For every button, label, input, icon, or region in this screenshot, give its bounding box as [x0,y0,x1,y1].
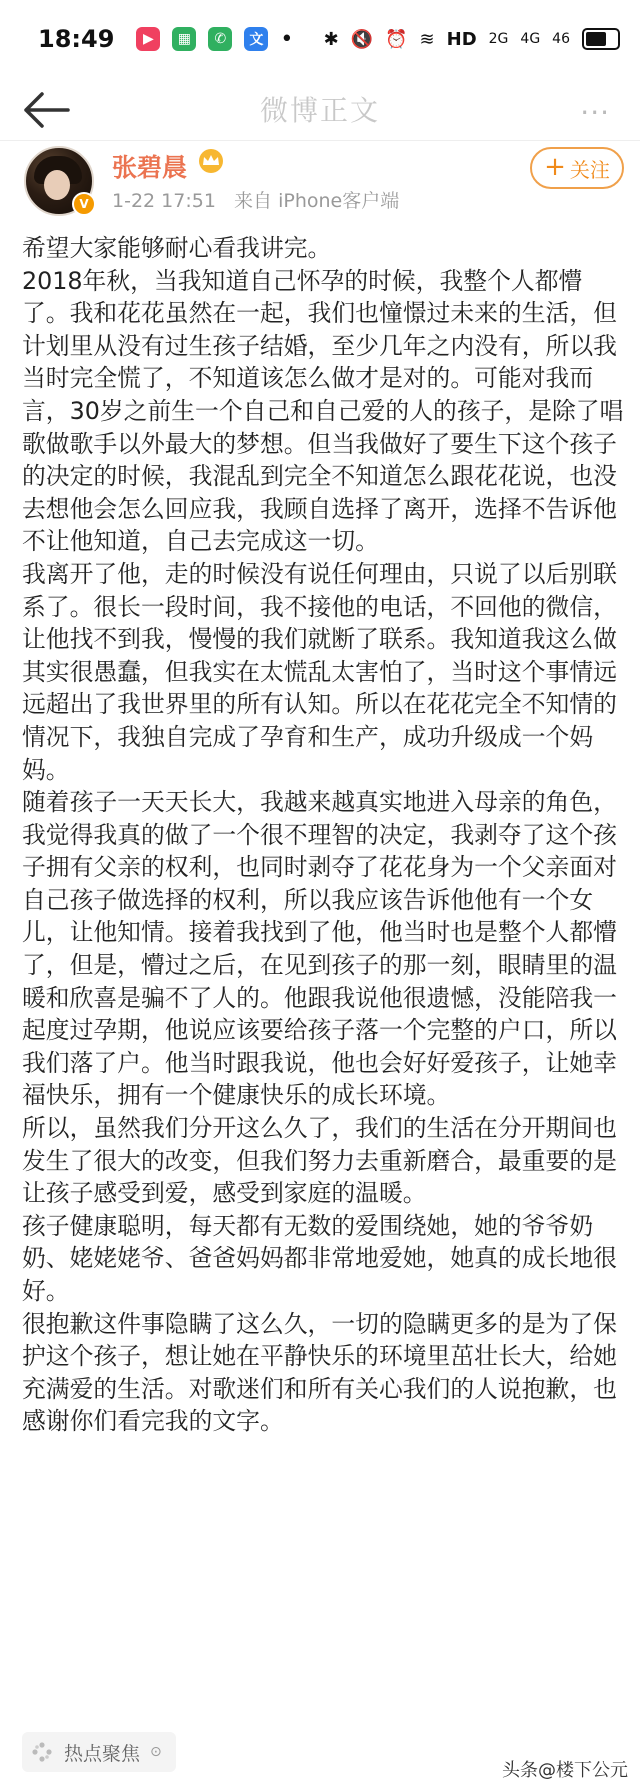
page-title: 微博正文 [259,94,380,127]
post-paragraph: 我离开了他，走的时候没有说任何理由，只说了以后别联系了。很长一段时间，我不接他的电话，不回他的微信，让他找不到我，慢慢的我们就断了联系。我知道我这么做其实很愚蠢，但我实在太慌乱太害怕了，当时这个事情远远超出了我世界里的所有认知。所以在花花完全不知情的情况下，我独自完成了孕育和生产，成功升级成一个妈妈。 [22,559,617,784]
post-paragraph: 所以，虽然我们分开这么久了，我们的生活在分开期间也发生了很大的改变，但我们努力去重新磨合，最重要的是让孩子感受到爱，感受到家庭的温暖。 [22,1114,617,1208]
status-time: 18:49 [38,25,115,53]
author-name[interactable]: 张碧晨 [112,153,188,182]
post-paragraph: 希望大家能够耐心看我讲完。 [22,234,332,262]
document-app-icon: 文 [244,27,268,51]
follow-label: 关注 [569,157,610,182]
watermark: 头条@楼下公元 [502,1760,628,1781]
post-content [22,232,624,1438]
alarm-icon: ⏰ [385,28,408,50]
bluetooth-icon: ✱ [323,28,339,50]
follow-button[interactable] [530,147,624,189]
phone-app-icon: ✆ [208,27,232,51]
post-meta [112,186,399,213]
post-paragraph: 很抱歉这件事隐瞒了这么久，一切的隐瞒更多的是为了保护这个孩子，想让她在平静快乐的环境里茁壮长大，给她充满爱的生活。对歌迷们和所有关心我们的人说抱歉，也感谢你们看完我的文字。 [22,1309,617,1436]
topic-chip-suffix: ⊙ [150,1744,162,1760]
nav-bar [0,78,640,140]
nav-divider [0,140,640,141]
post-time: 1-22 17:51 [112,190,216,212]
topic-chip[interactable] [22,1732,176,1772]
crown-icon [196,148,226,174]
hot-topic-icon [30,1740,54,1764]
calendar-app-icon: ▦ [172,27,196,51]
signal-bars-icon: 46 [552,31,570,47]
wifi-icon: ≋ [419,28,435,50]
video-app-icon: ▶ [136,27,160,51]
verified-badge-icon: V [72,192,96,216]
signal-2g-icon: 2G [488,31,509,47]
topic-chip-label: 热点聚焦 [64,1742,141,1765]
battery-icon [582,28,620,50]
more-options-icon[interactable]: ··· [580,96,610,129]
author-row [24,144,624,224]
source-prefix: 来自 [234,190,273,212]
post-source: iPhone客户端 [278,190,400,212]
status-bar [0,0,640,78]
post-paragraph: 孩子健康聪明，每天都有无数的爱围绕她，她的爷爷奶奶、姥姥姥爷、爸爸妈妈都非常地爱她，她真的成长地很好。 [22,1211,617,1305]
mute-icon: 🔇 [350,28,374,50]
hd-icon: HD [446,28,477,50]
status-indicators [324,28,620,50]
signal-4g-icon: 4G [520,31,541,47]
plus-icon: + [544,152,566,182]
back-arrow-icon[interactable] [22,90,72,130]
post-paragraph: 随着孩子一天天长大，我越来越真实地进入母亲的角色，我觉得我真的做了一个很不理智的决定，我剥夺了这个孩子拥有父亲的权利，也同时剥夺了花花身为一个父亲面对自己孩子做选择的权利，所以我应该告诉他他有一个女儿，让他知情。接着我找到了他，他当时也是整个人都懵了，但是，懵过之后，在见到孩子的那一刻，眼睛里的温暖和欣喜是骗不了人的。他跟我说他很遗憾，没能陪我一起度过孕期，他说应该要给孩子落一个完整的户口，所以我们落了户。他当时跟我说，他也会好好爱孩子，让她幸福快乐，拥有一个健康快乐的成长环境。 [22,788,617,1110]
notification-dot-icon: • [280,26,294,52]
post-paragraph: 2018年秋，当我知道自己怀孕的时候，我整个人都懵了。我和花花虽然在一起，我们也憧憬过未来的生活，但计划里从没有过生孩子结婚，至少几年之内没有，所以我当时完全慌了，不知道该怎么做才是对的。可能对我而言，30岁之前生一个自己和自己爱的人的孩子，是除了唱歌做歌手以外最大的梦想。但当我做好了要生下这个孩子的决定的时候，我混乱到完全不知道怎么跟花花说，也没去想他会怎么回应我，我顾自选择了离开，选择不告诉他不让他知道，自己去完成这一切。 [22,266,624,556]
